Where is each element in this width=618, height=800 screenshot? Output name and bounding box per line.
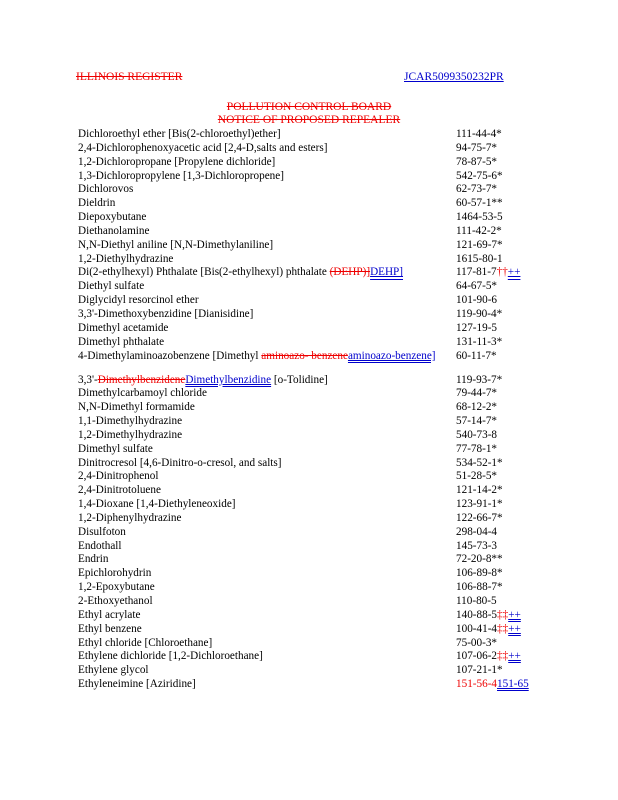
- cas-number-text: 127-19-5: [456, 321, 498, 334]
- chemical-name: [78, 197, 115, 211]
- cas-number: [456, 429, 497, 443]
- chemical-name-text: Di(2-ethylhexyl) Phthalate [Bis(2-ethylhexyl) phthalate: [78, 266, 330, 279]
- table-row: [78, 294, 538, 308]
- cas-number: [456, 498, 503, 512]
- cas-number: [456, 623, 521, 637]
- chemical-name-text: Ethylene dichloride [1,2-Dichloroethane]: [78, 650, 263, 663]
- inserted-mark: ++: [507, 266, 521, 279]
- cas-number: [456, 470, 497, 484]
- table-row: [78, 253, 538, 267]
- chemical-name: [78, 623, 142, 637]
- chemical-name: [78, 387, 207, 401]
- chemical-name-text: Dichlorovos: [78, 183, 134, 196]
- cas-number: [456, 142, 497, 156]
- cas-number-text: 542-75-6*: [456, 169, 503, 182]
- cas-number-text: 140-88-5: [456, 608, 498, 621]
- chemical-name: [78, 664, 149, 678]
- table-row: [78, 664, 538, 678]
- chemical-name-text: 2,4-Dinitrophenol: [78, 470, 159, 483]
- cas-number-text: 111-42-2*: [456, 224, 502, 237]
- deleted-mark: ‡‡: [497, 622, 509, 635]
- table-row: [78, 308, 538, 322]
- chemical-name: [78, 415, 182, 429]
- chemical-name-text: Diglycidyl resorcinol ether: [78, 294, 199, 307]
- chemical-name: [78, 156, 275, 170]
- chemical-name: [78, 308, 253, 322]
- cas-number-text: 100-41-4: [456, 622, 498, 635]
- table-row: [78, 156, 538, 170]
- table-row: [78, 183, 538, 197]
- chemical-name-text: Diethanolamine: [78, 224, 150, 237]
- cas-number: [456, 266, 520, 280]
- chemical-name-text: 3,3'-Dimethoxybenzidine [Dianisidine]: [78, 307, 254, 320]
- chemical-name: [78, 512, 181, 526]
- chemical-name: [78, 650, 263, 664]
- inserted-mark: 151-65: [497, 678, 529, 691]
- deleted-cas-text: 151-56-4: [456, 678, 498, 691]
- chemical-name-text: 1,3-Dichloropropylene [1,3-Dichloropropene]: [78, 169, 284, 182]
- chemical-name: [78, 567, 151, 581]
- chemical-name-text: N,N-Diethyl aniline [N,N-Dimethylaniline]: [78, 238, 274, 251]
- cas-number-text: 68-12-2*: [456, 401, 498, 414]
- table-row: [78, 225, 538, 239]
- inserted-mark: ++: [508, 608, 521, 621]
- cas-number: [456, 457, 503, 471]
- cas-number: [456, 239, 503, 253]
- deleted-mark: ††: [496, 266, 508, 279]
- inserted-text: aminoazo-benzene]: [347, 349, 436, 362]
- table-row: [78, 512, 538, 526]
- cas-number-text: 60-57-1**: [456, 197, 503, 210]
- cas-number: [456, 336, 502, 350]
- table-row: [78, 553, 538, 567]
- cas-number: [456, 664, 503, 678]
- cas-number: [456, 637, 497, 651]
- chemical-name: [78, 609, 140, 623]
- cas-number: [456, 678, 529, 692]
- cas-number: [456, 253, 503, 267]
- deleted-text: Dimethylbenzidene: [97, 373, 186, 386]
- table-row: [78, 280, 538, 294]
- table-row: [78, 498, 538, 512]
- chemical-name: [78, 225, 149, 239]
- chemical-name-text: Ethyl benzene: [78, 622, 142, 635]
- cas-number-text: 121-14-2*: [456, 484, 503, 497]
- chemical-name: [78, 470, 158, 484]
- chemical-name-text: 1,4-Dioxane [1,4-Diethyleneoxide]: [78, 498, 236, 511]
- cas-number: [456, 170, 503, 184]
- cas-number-text: 540-73-8: [456, 428, 498, 441]
- cas-number-text: 94-75-7*: [456, 141, 498, 154]
- deleted-text: (DEHP)]: [329, 266, 371, 279]
- chemical-name-text: Endothall: [78, 539, 122, 552]
- cas-number-text: 79-44-7*: [456, 387, 498, 400]
- chemical-name: [78, 294, 199, 308]
- cas-number-text: 106-88-7*: [456, 581, 503, 594]
- chemical-name: [78, 484, 161, 498]
- cas-number: [456, 526, 497, 540]
- cas-number-text: 107-06-2: [456, 650, 498, 663]
- chemical-name-text: 4-Dimethylaminoazobenzene [Dimethyl: [78, 349, 262, 362]
- cas-number: [456, 443, 497, 457]
- chemical-name-text: Ethylene glycol: [78, 664, 149, 677]
- chemical-name-text: Dieldrin: [78, 197, 116, 210]
- register-title: [76, 70, 182, 84]
- cas-number: [456, 609, 521, 623]
- notice-heading-text: NOTICE OF PROPOSED REPEALER: [217, 114, 401, 126]
- chemical-name: [78, 142, 327, 156]
- chemical-name-text: 1,2-Dichloropropane [Propylene dichloride]: [78, 155, 276, 168]
- cas-number-text: 1464-53-5: [456, 211, 503, 224]
- chemical-name-text: 1,2-Epoxybutane: [78, 581, 155, 594]
- table-row: [78, 401, 538, 415]
- chemical-name-text: Diepoxybutane: [78, 211, 147, 224]
- cas-number: [456, 540, 497, 554]
- deleted-mark: ‡‡: [497, 650, 509, 663]
- cas-number: [456, 280, 497, 294]
- cas-number: [456, 197, 503, 211]
- cas-number-text: 75-00-3*: [456, 636, 498, 649]
- chemical-name-text: 2-Ethoxyethanol: [78, 595, 153, 607]
- inserted-text: DEHP]: [370, 266, 404, 279]
- chemical-name: [78, 498, 236, 512]
- chemical-name-text: 1,2-Dimethylhydrazine: [78, 428, 183, 441]
- chemical-name: [78, 540, 122, 554]
- table-row: [78, 678, 538, 692]
- chemical-name: [78, 253, 173, 267]
- chemical-name: [78, 457, 282, 471]
- chemical-name-text: Dimethyl phthalate: [78, 335, 165, 348]
- chemical-name-text: Endrin: [78, 553, 109, 566]
- table-row: [78, 336, 538, 350]
- cas-number: [456, 183, 497, 197]
- table-row: [78, 581, 538, 595]
- chemical-name: [78, 526, 126, 540]
- table-row: [78, 609, 538, 623]
- deleted-text: aminoazo- benzene: [261, 349, 348, 362]
- table-row: [78, 415, 538, 429]
- chemical-name-text: Dinitrocresol [4,6-Dinitro-o-cresol, and salts]: [78, 456, 282, 469]
- cas-number: [456, 156, 497, 170]
- cas-number: [456, 374, 502, 388]
- table-row: [78, 637, 538, 651]
- chemical-name: [78, 170, 284, 184]
- cas-number-text: 121-69-7*: [456, 238, 503, 251]
- table-row: [78, 322, 538, 336]
- cas-number: [456, 567, 503, 581]
- chemical-name-text: Epichlorohydrin: [78, 567, 152, 580]
- chemical-name: [78, 211, 146, 225]
- cas-number-text: 298-04-4: [456, 525, 498, 538]
- chemical-name: [78, 266, 403, 280]
- cas-number: [456, 211, 503, 225]
- board-heading: [0, 101, 618, 114]
- deleted-mark: ‡‡: [497, 608, 509, 621]
- cas-number: [456, 350, 497, 364]
- chemical-name-text: 1,1-Dimethylhydrazine: [78, 415, 183, 428]
- table-row: [78, 470, 538, 484]
- table-row: [78, 266, 538, 280]
- table-row: [78, 429, 538, 443]
- table-row: [78, 239, 538, 253]
- cas-number-text: 117-81-7: [456, 266, 497, 279]
- cas-number-text: 145-73-3: [456, 539, 498, 552]
- chemical-name: [78, 595, 153, 609]
- chemical-name: [78, 322, 168, 336]
- cas-number-text: 106-89-8*: [456, 567, 503, 580]
- chemical-name: [78, 553, 108, 567]
- chemical-name-text: 2,4-Dinitrotoluene: [78, 484, 161, 497]
- cas-number-text: 77-78-1*: [456, 442, 498, 455]
- cas-number-text: 107-21-1*: [456, 664, 503, 677]
- chemical-name-text: Diethyl sulfate: [78, 280, 145, 293]
- table-row: [78, 595, 538, 609]
- cas-number: [456, 401, 497, 415]
- cas-number-text: 101-90-6: [456, 294, 498, 307]
- chemical-name-text: Dichloroethyl ether [Bis(2-chloroethyl)ether]: [78, 128, 281, 140]
- cas-number: [456, 322, 497, 336]
- table-row: [78, 350, 538, 374]
- table-row: [78, 443, 538, 457]
- chemical-name: [78, 239, 273, 253]
- cas-number: [456, 595, 497, 609]
- cas-number-text: 111-44-4*: [456, 128, 502, 140]
- chemical-name: [78, 443, 153, 457]
- cas-number-text: 78-87-5*: [456, 155, 498, 168]
- cas-number-text: 131-11-3*: [456, 335, 503, 348]
- chemical-name-text: Ethyl acrylate: [78, 608, 141, 621]
- cas-number: [456, 225, 502, 239]
- cas-number-text: 119-90-4*: [456, 307, 503, 320]
- chemical-table: [78, 128, 538, 692]
- chemical-name: [78, 374, 328, 388]
- cas-number: [456, 512, 503, 526]
- chemical-name: [78, 581, 155, 595]
- table-row: [78, 374, 538, 388]
- cas-number: [456, 581, 503, 595]
- cas-number-text: 122-66-7*: [456, 511, 503, 524]
- chemical-name: [78, 280, 144, 294]
- cas-number: [456, 308, 502, 322]
- table-row: [78, 387, 538, 401]
- chemical-name-text: N,N-Dimethyl formamide: [78, 401, 195, 414]
- cas-number-text: 51-28-5*: [456, 470, 498, 483]
- chemical-name-text: 3,3'-: [78, 373, 98, 386]
- chemical-name: [78, 637, 212, 651]
- table-row: [78, 197, 538, 211]
- table-row: [78, 623, 538, 637]
- cas-number: [456, 387, 497, 401]
- chemical-name: [78, 183, 133, 197]
- chemical-name-suffix: [o-Tolidine]: [271, 373, 328, 386]
- table-row: [78, 211, 538, 225]
- cas-number-text: 534-52-1*: [456, 456, 503, 469]
- cas-number: [456, 553, 503, 567]
- cas-number: [456, 128, 502, 142]
- cas-number-text: 64-67-5*: [456, 280, 498, 293]
- cas-number: [456, 415, 497, 429]
- table-row: [78, 650, 538, 664]
- cas-number-text: 110-80-5: [456, 595, 497, 607]
- chemical-name-text: 1,2-Diethylhydrazine: [78, 252, 174, 265]
- cas-number: [456, 650, 521, 664]
- chemical-name: [78, 429, 182, 443]
- chemical-name: [78, 678, 196, 692]
- chemical-name-text: Disulfoton: [78, 525, 126, 538]
- chemical-name-text: Dimethyl sulfate: [78, 442, 153, 455]
- inserted-mark: ++: [508, 622, 521, 635]
- cas-number: [456, 294, 497, 308]
- document-code-text: JCAR5099350232PR: [404, 71, 504, 83]
- chemical-name: [78, 401, 195, 415]
- table-row: [78, 128, 538, 142]
- chemical-name: [78, 350, 438, 362]
- chemical-name-text: Ethyl chloride [Chloroethane]: [78, 636, 213, 649]
- inserted-mark: ++: [508, 650, 521, 663]
- document-code: [404, 70, 504, 84]
- cas-number-text: 72-20-8**: [456, 553, 503, 566]
- table-row: [78, 457, 538, 471]
- table-row: [78, 540, 538, 554]
- notice-heading: [0, 114, 618, 127]
- cas-number-text: 60-11-7*: [456, 349, 497, 362]
- cas-number-text: 62-73-7*: [456, 183, 498, 196]
- chemical-name-text: Dimethylcarbamoyl chloride: [78, 387, 207, 400]
- table-row: [78, 142, 538, 156]
- chemical-name: [78, 128, 281, 142]
- chemical-name-text: Dimethyl acetamide: [78, 321, 169, 334]
- chemical-name-text: Ethyleneimine [Aziridine]: [78, 678, 196, 691]
- table-row: [78, 484, 538, 498]
- register-title-text: ILLINOIS REGISTER: [76, 71, 183, 83]
- board-heading-text: POLLUTION CONTROL BOARD: [226, 101, 392, 113]
- cas-number-text: 119-93-7*: [456, 373, 503, 386]
- cas-number-text: 57-14-7*: [456, 415, 498, 428]
- chemical-name: [78, 336, 164, 350]
- chemical-name-text: 2,4-Dichlorophenoxyacetic acid [2,4-D,salts and esters]: [78, 141, 328, 154]
- inserted-text: Dimethylbenzidine: [185, 373, 272, 386]
- table-row: [78, 567, 538, 581]
- cas-number: [456, 484, 503, 498]
- cas-number-text: 1615-80-1: [456, 252, 503, 265]
- chemical-name-text: 1,2-Diphenylhydrazine: [78, 511, 182, 524]
- table-row: [78, 170, 538, 184]
- table-row: [78, 526, 538, 540]
- cas-number-text: 123-91-1*: [456, 498, 503, 511]
